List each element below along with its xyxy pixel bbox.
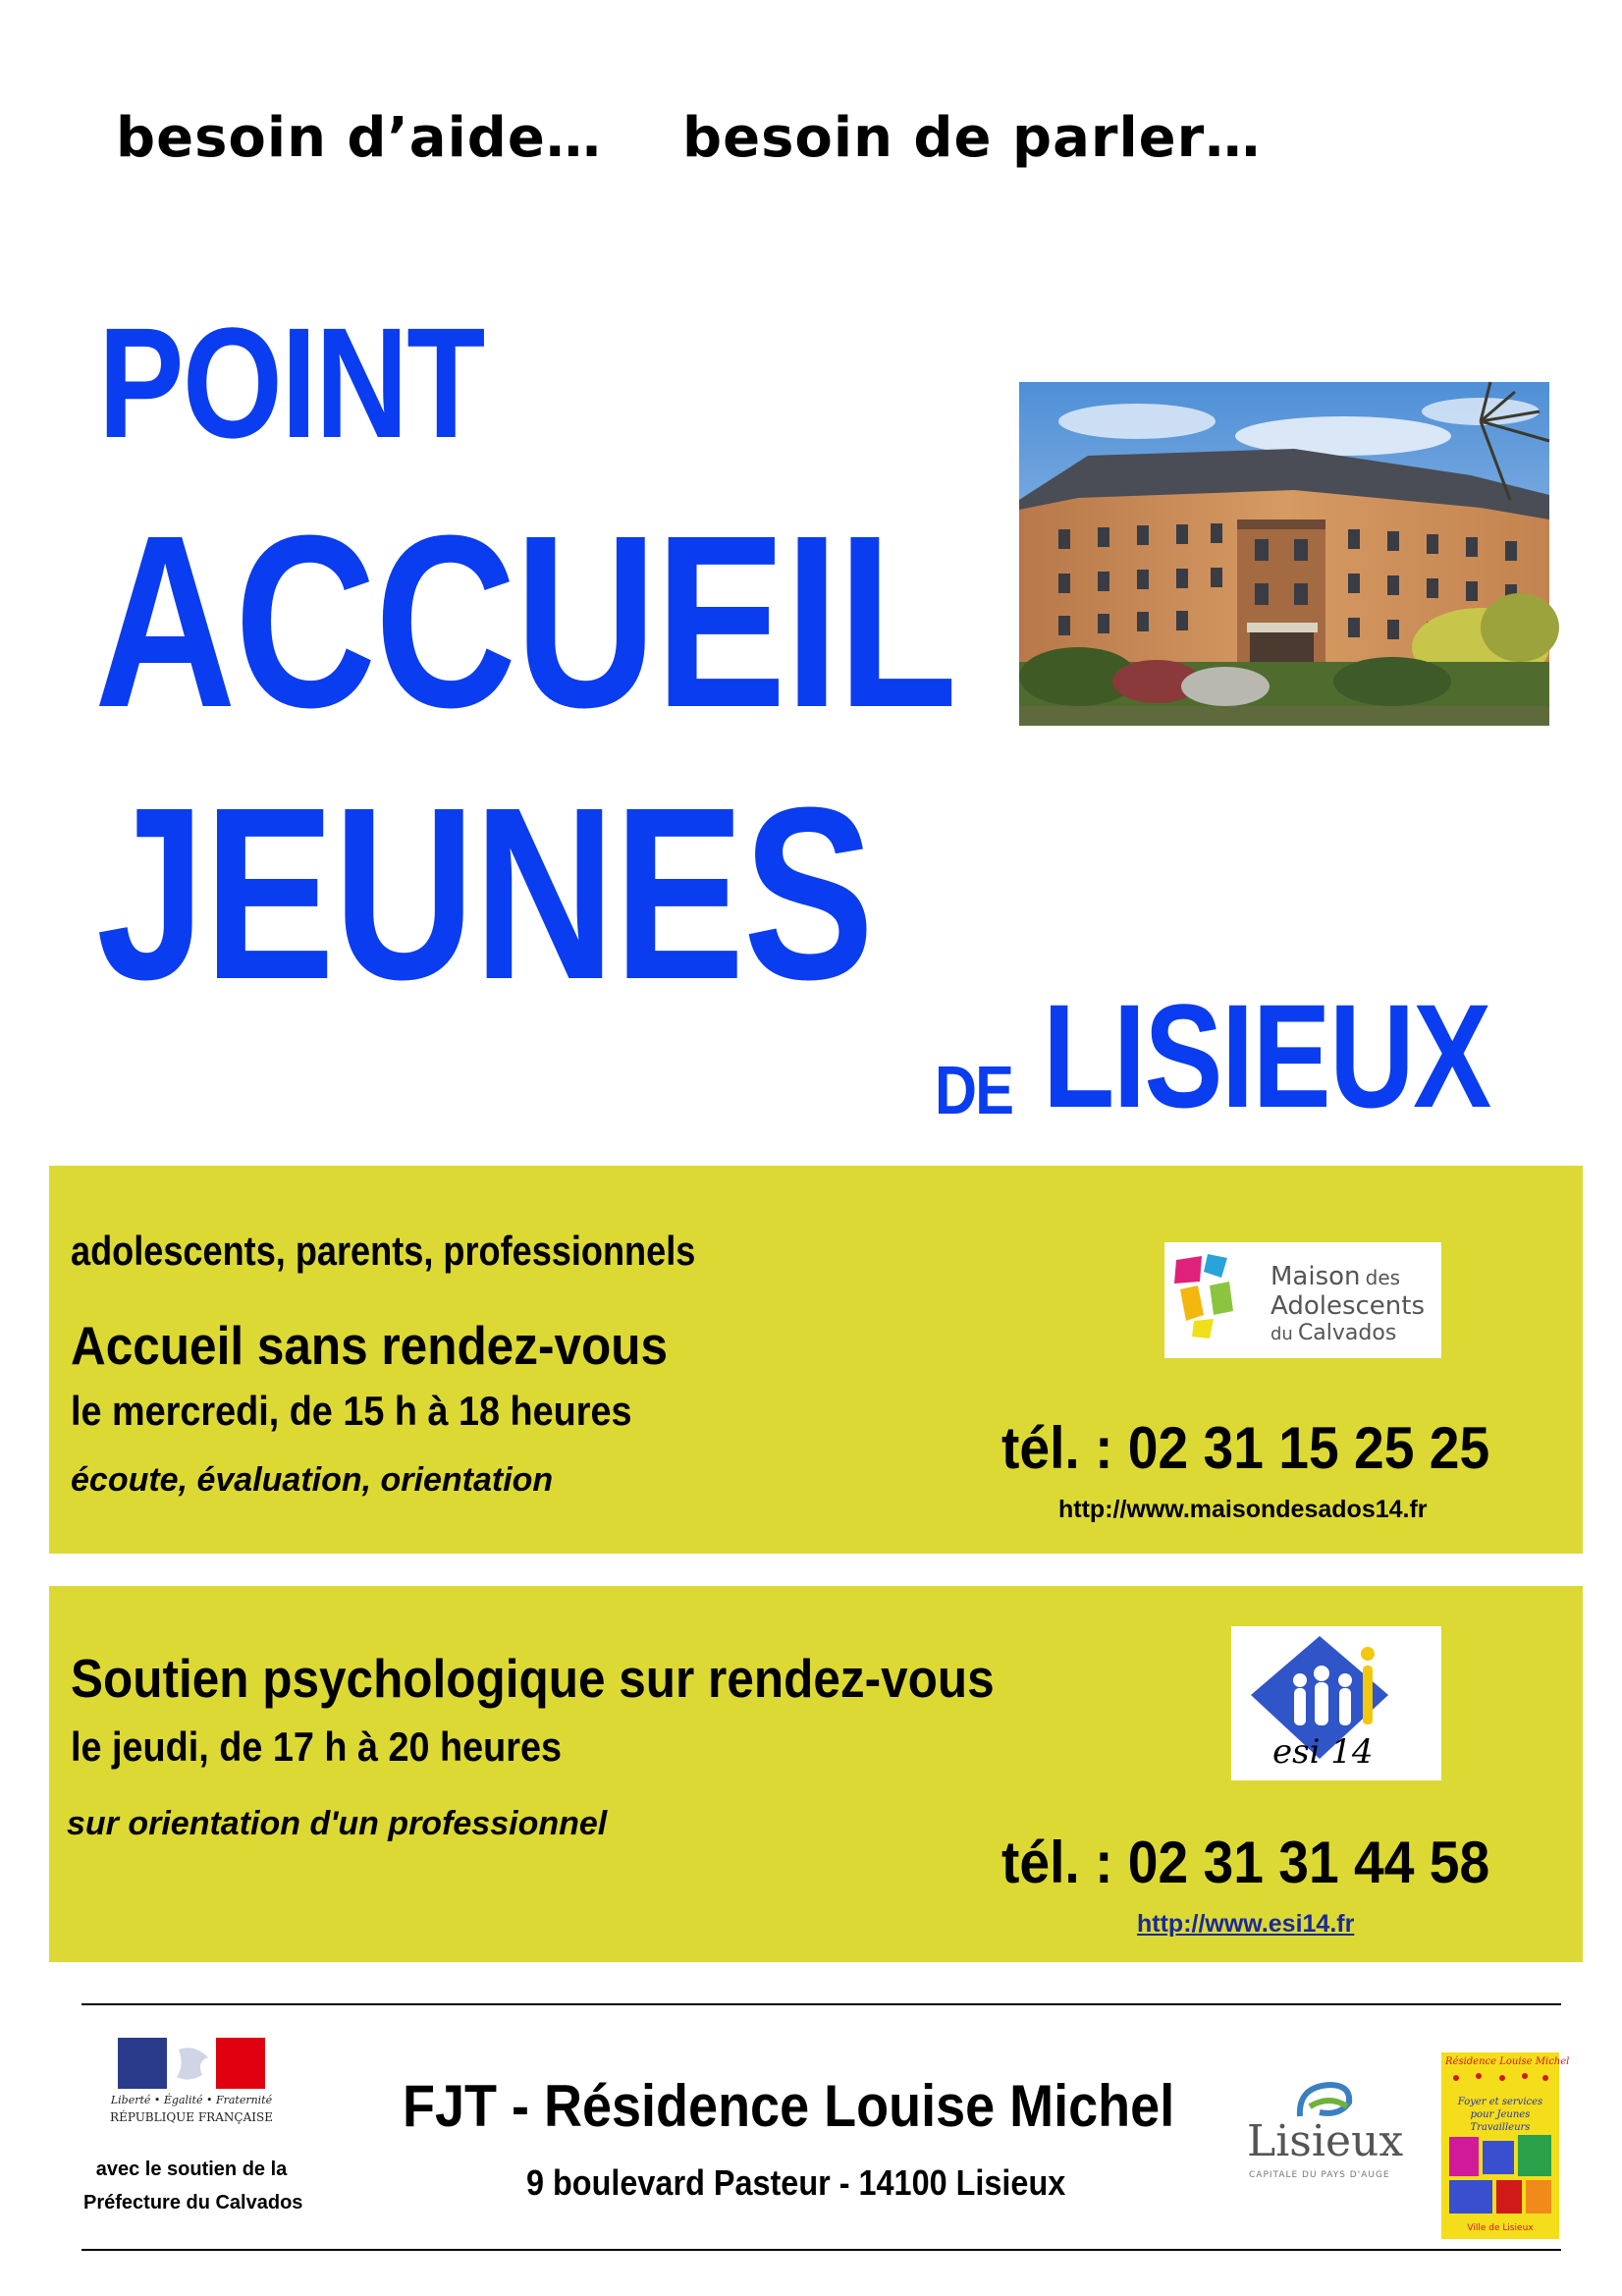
mda-logo-adolescents: Adolescents — [1271, 1291, 1426, 1321]
tagline-left: besoin d’aide… — [116, 106, 602, 170]
republique-francaise-logo — [108, 2038, 275, 2136]
title-point: POINT — [98, 295, 484, 470]
rlm-logo-top: Résidence Louise Michel — [1445, 2056, 1570, 2067]
residence-louise-michel-logo — [1441, 2052, 1570, 2239]
title-de: DE — [935, 1052, 1013, 1128]
panel2-heading: Soutien psychologique sur rendez-vous — [71, 1648, 995, 1709]
panel1-schedule: le mercredi, de 15 h à 18 heures — [71, 1388, 632, 1434]
mda-logo-des: des — [1365, 1266, 1401, 1289]
rf-name: RÉPUBLIQUE FRANÇAISE — [110, 2110, 273, 2124]
panel1-url-link[interactable]: http://www.maisondesados14.fr — [1058, 1496, 1428, 1523]
footer-address: 9 boulevard Pasteur - 14100 Lisieux — [526, 2162, 1066, 2203]
mda-logo-calvados: Calvados — [1297, 1321, 1397, 1345]
maison-des-adolescents-logo — [1164, 1242, 1441, 1358]
title-jeunes: JEUNES — [96, 756, 873, 1030]
lisieux-logo-subtitle: CAPITALE DU PAYS D'AUGE — [1249, 2170, 1390, 2180]
panel1-heading: Accueil sans rendez-vous — [71, 1315, 668, 1376]
title-accueil: ACCUEIL — [94, 484, 956, 758]
panel1-services: écoute, évaluation, orientation — [71, 1461, 554, 1499]
footer-org-name: FJT - Résidence Louise Michel — [403, 2073, 1175, 2139]
panel2-schedule: le jeudi, de 17 h à 20 heures — [71, 1723, 563, 1770]
panel1-audience: adolescents, parents, professionnels — [71, 1228, 696, 1274]
footer-support-line2: Préfecture du Calvados — [83, 2192, 303, 2214]
rf-motto: Liberté • Égalité • Fraternité — [110, 2094, 273, 2106]
mda-logo-du: du — [1271, 1324, 1293, 1344]
lisieux-city-logo — [1239, 2077, 1435, 2195]
residence-building-photo — [1019, 382, 1549, 726]
title-lisieux: LISIEUX — [1043, 973, 1490, 1138]
panel1-phone: tél. : 02 31 15 25 25 — [1001, 1415, 1490, 1481]
footer-top-rule — [81, 2003, 1561, 2005]
footer-support-line1: avec le soutien de la — [95, 2159, 288, 2180]
lisieux-logo-name: Lisieux — [1247, 2116, 1404, 2166]
footer-bottom-rule — [81, 2249, 1561, 2251]
panel2-phone: tél. : 02 31 31 44 58 — [1001, 1830, 1490, 1895]
esi14-logo — [1231, 1626, 1441, 1780]
esi14-logo-text: esi 14 — [1272, 1732, 1374, 1772]
panel2-note: sur orientation d'un professionnel — [67, 1805, 608, 1842]
tagline-right: besoin de parler… — [682, 106, 1262, 170]
panel2-url-link[interactable]: http://www.esi14.fr — [1137, 1910, 1355, 1938]
mda-logo-maison: Maison — [1271, 1262, 1361, 1291]
rlm-logo-bottom: Ville de Lisieux — [1467, 2223, 1534, 2233]
rlm-logo-mid: Foyer et services pour Jeunes Travailleurs — [1457, 2097, 1543, 2133]
